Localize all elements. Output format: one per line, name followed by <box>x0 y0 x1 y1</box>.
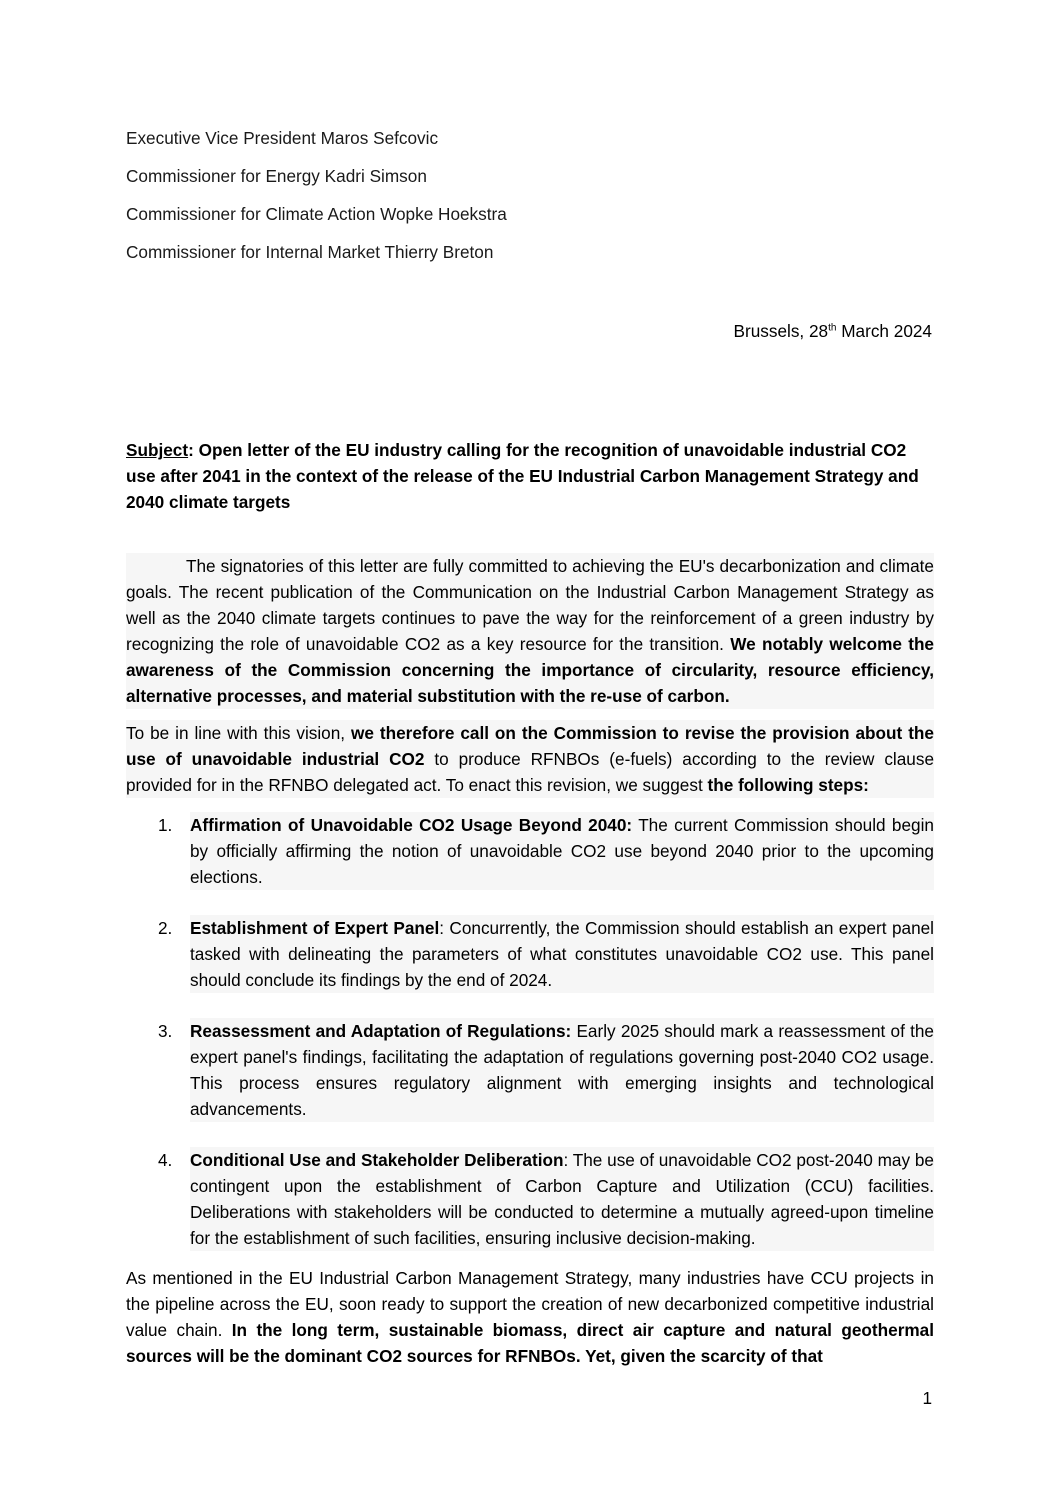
step-title: Reassessment and Adaptation of Regulations: <box>190 1021 572 1041</box>
step-number: 4. <box>158 1150 173 1170</box>
call-bold-1: we therefore call on the Commission to revise the provision about the use of unavoidable industrial CO2 <box>126 723 934 769</box>
ccu-paragraph <box>126 1265 934 1369</box>
ccu-text: As mentioned in the EU Industrial Carbon Management Strategy, many industries have CCU projects in the pipeline across the EU, soon ready to support the creation of new decarbonized competitive industrial value chain. <box>126 1268 934 1340</box>
call-text-1: To be in line with this vision, <box>126 723 352 743</box>
step-body <box>190 812 934 890</box>
recipient-line: Commissioner for Internal Market Thierry Breton <box>126 242 494 262</box>
intro-text: The signatories of this letter are fully committed to achieving the EU's decarbonization and climate goals. The recent publication of the Communication on the Industrial Carbon Management Strategy as well as the 2040 climate targets continues to pave the way for the reinforcement of a green industry by recognizing the role of unavoidable CO2 as a key resource for the transition. <box>126 556 934 654</box>
step-body <box>190 1147 934 1251</box>
step-number: 1. <box>158 815 173 835</box>
date-prefix: Brussels, 28 <box>733 321 829 341</box>
letter-date <box>734 320 932 342</box>
date-ordinal-suffix: th <box>828 322 837 334</box>
call-paragraph <box>126 720 934 798</box>
subject-label: Subject <box>126 440 189 460</box>
page-number: 1 <box>922 1388 932 1408</box>
intro-bold-text: We notably welcome the awareness of the Commission concerning the importance of circularity, resource efficiency, alternative processes, and material substitution with the re-use of carbon. <box>126 634 934 706</box>
step-title: Affirmation of Unavoidable CO2 Usage Beyond 2040: <box>190 815 633 835</box>
recipient-line: Commissioner for Energy Kadri Simson <box>126 166 427 186</box>
step-body <box>190 915 934 993</box>
step-text: : The use of unavoidable CO2 post-2040 may be contingent upon the establishment of Carbon Capture and Utilization (CCU) facilities. Deliberations with stakeholders will be conducted to determine a mutually agreed-upon timeline for the establishment of such facilities, ensuring inclusive decision-making. <box>190 1150 934 1248</box>
step-title: Establishment of Expert Panel <box>190 918 440 938</box>
step-text: Early 2025 should mark a reassessment of the expert panel's findings, facilitating the adaptation of regulations governing post-2040 CO2 usage. This process ensures regulatory alignment with emerging insights and technological advancements. <box>190 1021 934 1119</box>
step-body <box>190 1018 934 1122</box>
step-title: Conditional Use and Stakeholder Deliberation <box>190 1150 564 1170</box>
subject-line <box>126 437 934 515</box>
recipient-line: Commissioner for Climate Action Wopke Hoekstra <box>126 204 507 224</box>
step-number: 2. <box>158 918 173 938</box>
subject-text: : Open letter of the EU industry calling for the recognition of unavoidable industrial CO2 use after 2041 in the context of the release of the EU Industrial Carbon Management Strategy and 2040 climate targets <box>126 440 919 512</box>
recipient-line: Executive Vice President Maros Sefcovic <box>126 128 439 148</box>
ccu-bold-text: In the long term, sustainable biomass, direct air capture and natural geothermal sources will be the dominant CO2 sources for RFNBOs. Yet, given the scarcity of that <box>126 1320 934 1366</box>
call-text-2: to produce RFNBOs (e-fuels) according to the review clause provided for in the RFNBO delegated act. To enact this revision, we suggest <box>126 749 934 795</box>
date-rest: March 2024 <box>836 321 932 341</box>
intro-paragraph <box>126 553 934 709</box>
call-bold-2: the following steps: <box>707 775 869 795</box>
step-number: 3. <box>158 1021 173 1041</box>
step-text: The current Commission should begin by officially affirming the notion of unavoidable CO2 use beyond 2040 prior to the upcoming elections. <box>190 815 934 887</box>
step-text: : Concurrently, the Commission should establish an expert panel tasked with delineating the parameters of what constitutes unavoidable CO2 use. This panel should conclude its findings by the end of 2024. <box>190 918 935 990</box>
